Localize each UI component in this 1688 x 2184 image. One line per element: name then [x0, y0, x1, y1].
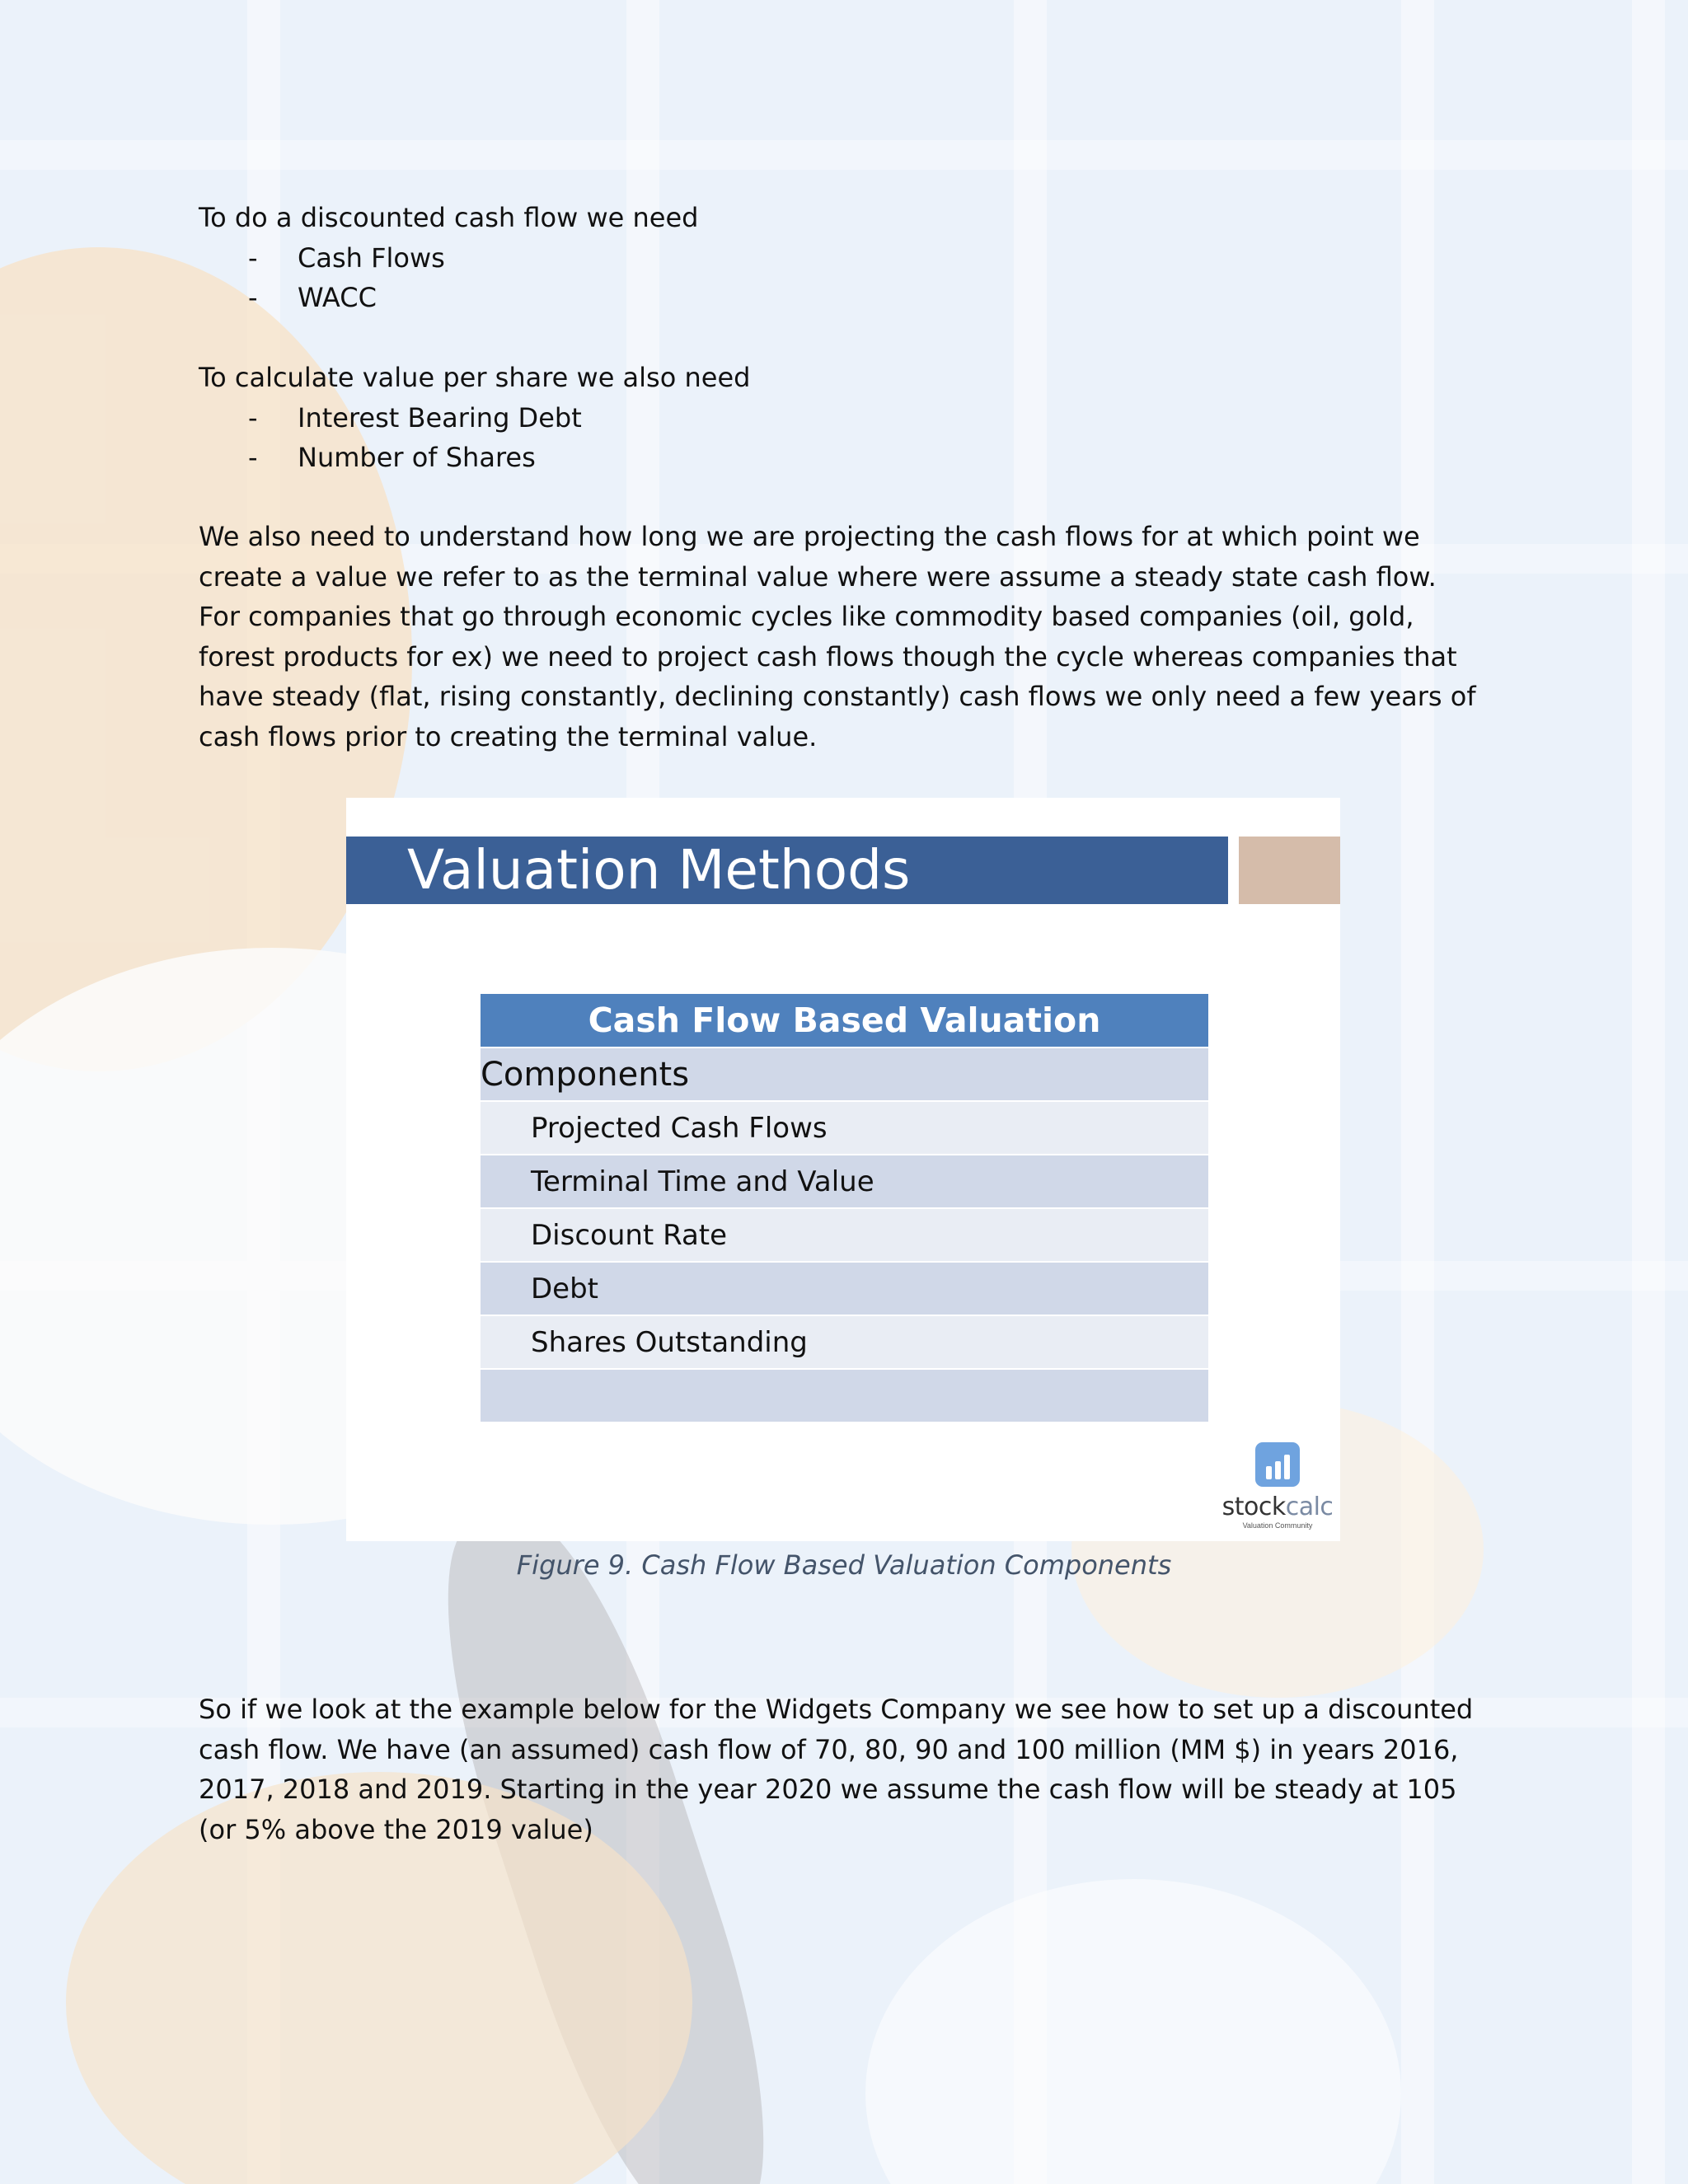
list-item: [199, 438, 1484, 478]
table-row: Shares Outstanding: [481, 1315, 1208, 1368]
list-dash: -: [248, 282, 258, 313]
table-header: Cash Flow Based Valuation: [481, 994, 1208, 1047]
logo-word-calc: calc: [1285, 1493, 1334, 1521]
value-per-share-block: [199, 358, 1484, 478]
list-item: [199, 278, 1484, 318]
logo-tagline: Valuation Community: [1242, 1521, 1313, 1530]
table-row: Projected Cash Flows: [481, 1100, 1208, 1154]
list-item-label: Cash Flows: [298, 241, 445, 274]
example-paragraph: [199, 1690, 1484, 1849]
figure-caption: Figure 9. Cash Flow Based Valuation Components: [516, 1549, 1172, 1581]
list-dash: -: [248, 241, 258, 274]
slide-figure: [346, 798, 1340, 1541]
list-dash: -: [248, 442, 258, 473]
table-row: Discount Rate: [481, 1207, 1208, 1261]
value-per-share-list: [199, 398, 1484, 478]
terminal-value-paragraph: [199, 517, 1484, 757]
slide-title: Valuation Methods: [407, 838, 911, 902]
list-item-label: WACC: [298, 282, 377, 313]
accent-block: [1239, 837, 1340, 904]
paragraph-text: So if we look at the example below for the Widgets Company we see how to set up a discounted cash flow. We have (an assumed) cash flow of 70, 80, 90 and 100 million (MM $) in years 2016, 2017, 2018 and 2019. Starting in the year 2020 we assume the cash flow will be steady at 105 (or 5% above the 2019 value): [199, 1694, 1474, 1845]
list-item-label: Number of Shares: [298, 442, 536, 473]
value-per-share-text: To calculate value per share we also need: [199, 362, 751, 393]
list-item: [199, 398, 1484, 438]
intro-list: [199, 238, 1484, 318]
intro-text: To do a discounted cash flow we need: [199, 202, 699, 233]
table-row-empty: [481, 1368, 1208, 1422]
bar-chart-icon: [1255, 1442, 1300, 1487]
list-item: [199, 238, 1484, 279]
table-row: Terminal Time and Value: [481, 1154, 1208, 1207]
logo-word-stock: stock: [1221, 1493, 1286, 1521]
table-row: Debt: [481, 1261, 1208, 1315]
stockcalc-logo: [1216, 1442, 1339, 1530]
intro-block: [199, 198, 1484, 318]
table-row-section: Components: [481, 1047, 1208, 1100]
components-table: [481, 994, 1208, 1422]
logo-wordmark: [1216, 1493, 1339, 1521]
list-item-label: Interest Bearing Debt: [298, 401, 582, 434]
list-dash: -: [248, 401, 258, 434]
paragraph-text: We also need to understand how long we are projecting the cash flows for at which point we create a value we refer to as the terminal value where were assume a steady state cash flow. For companies that go through economic cycles like commodity based companies (oil, gold, forest products for ex) we need to project cash flows though the cycle whereas companies that have steady (flat, rising constantly, declining constantly) cash flows we only need a few years of cash flows prior to creating the terminal value.: [199, 521, 1476, 752]
